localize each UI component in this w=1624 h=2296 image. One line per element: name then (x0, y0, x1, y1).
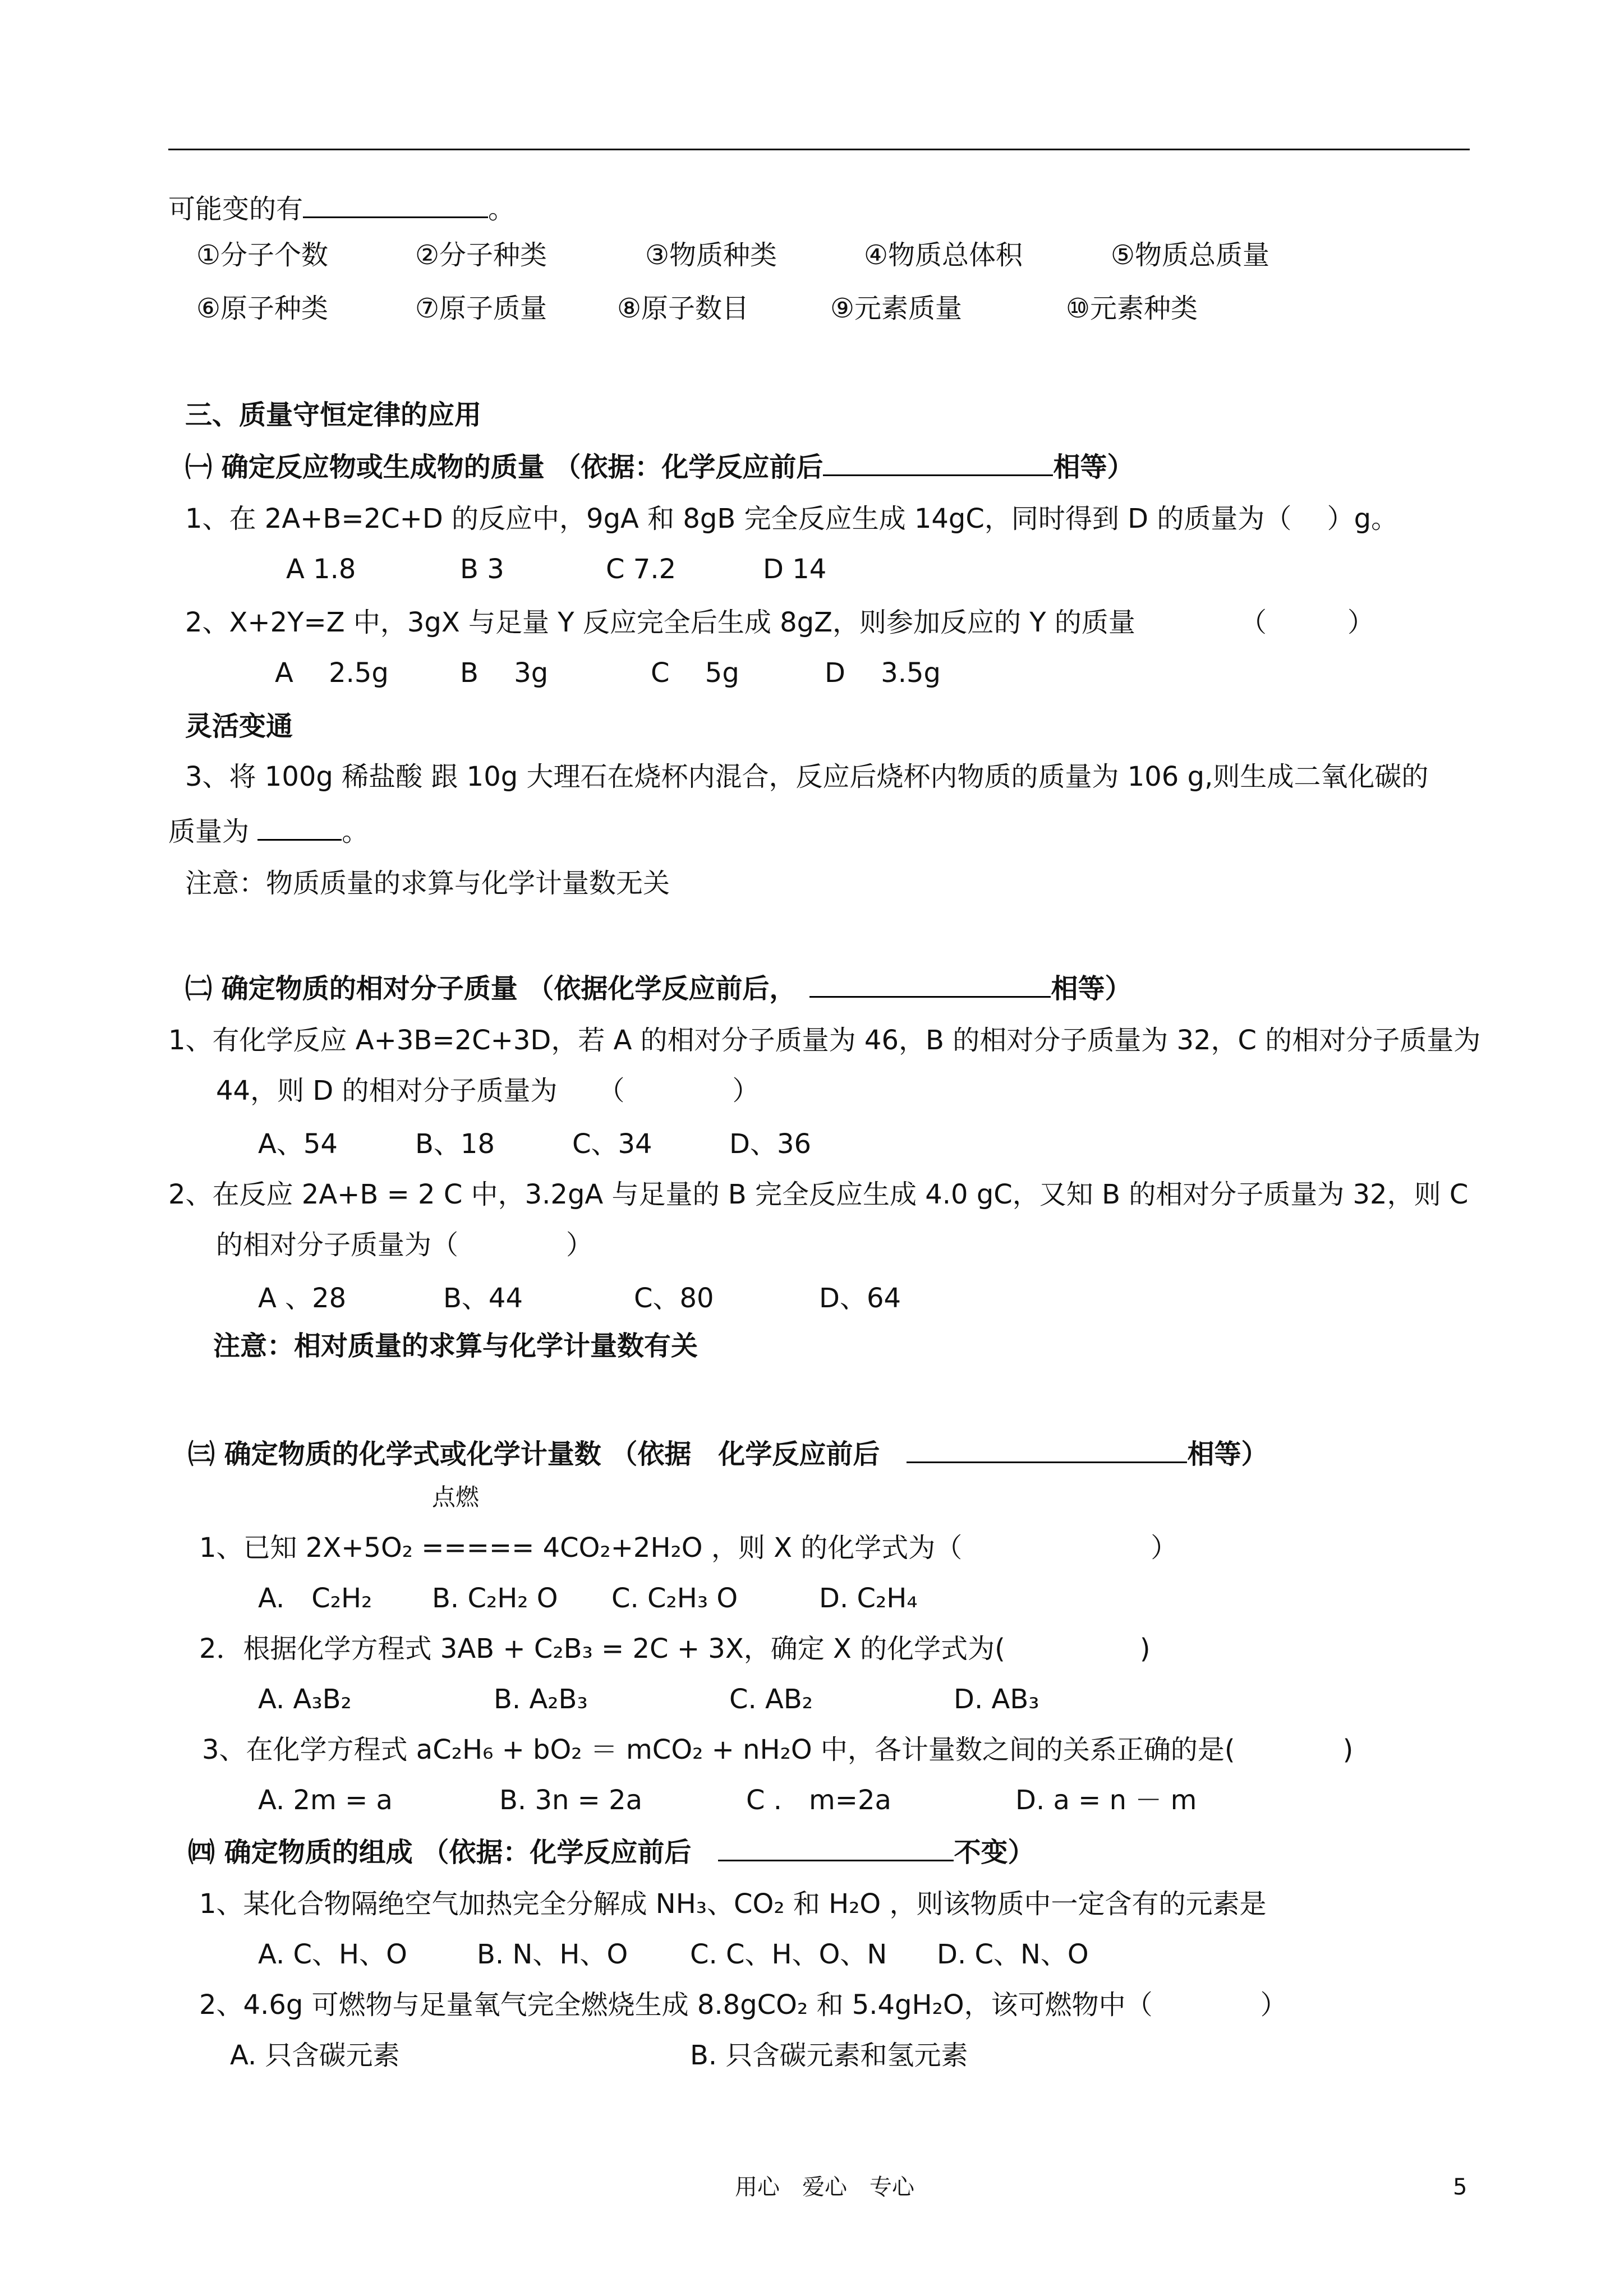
option: B 3 (460, 554, 504, 585)
footer-motto: 用心 爱心 专心 (735, 2174, 914, 2200)
option: ④物质总体积 (864, 239, 1023, 271)
answer-blank[interactable] (257, 813, 342, 841)
question-continued: 质量为 。 (168, 813, 369, 849)
subsection-title: 灵活变通 (185, 711, 293, 742)
option: B. C₂H₂ O (432, 1583, 558, 1614)
option: B. 3n = 2a (499, 1785, 643, 1816)
option: C 5g (651, 657, 739, 689)
option: C . m=2a (746, 1785, 891, 1816)
question-continued: 的相对分子质量为（ ） (216, 1229, 594, 1261)
section-title: 三、质量守恒定律的应用 (185, 399, 482, 431)
option: A. C、H、O (258, 1939, 407, 1970)
option: A. C₂H₂ (258, 1583, 372, 1614)
option: ⑩元素种类 (1066, 293, 1198, 324)
page-number: 5 (1453, 2174, 1467, 2200)
option: D、36 (729, 1128, 812, 1160)
option: B. N、H、O (477, 1939, 628, 1970)
option: ⑧原子数目 (617, 293, 749, 324)
option: A. 2m = a (258, 1785, 393, 1816)
question-continued: 44，则 D 的相对分子质量为 （ ） (216, 1075, 760, 1106)
question: 1、某化合物隔绝空气加热完全分解成 NH₃、CO₂ 和 H₂O ，则该物质中一定含有的元素是 (199, 1888, 1267, 1920)
option: B、44 (443, 1283, 523, 1314)
part-heading: ㈡ 确定物质的相对分子质量 （依据化学反应前后， 相等） (185, 970, 1131, 1006)
option: A. 只含碳元素 (230, 2040, 400, 2071)
question: 2、X+2Y=Z 中，3gX 与足量 Y 反应完全后生成 8gZ，则参加反应的 Y 的质量 (185, 607, 1135, 638)
option: ⑨元素质量 (830, 293, 963, 324)
option: B 3g (460, 657, 549, 689)
question: 3、将 100g 稀盐酸 跟 10g 大理石在烧杯内混合，反应后烧杯内物质的质量为 106 g,则生成二氧化碳的 (185, 761, 1429, 792)
option: A 2.5g (275, 657, 389, 689)
option: C 7.2 (606, 554, 677, 585)
option: D、64 (819, 1283, 901, 1314)
question: 2、4.6g 可燃物与足量氧气完全燃烧生成 8.8gCO₂ 和 5.4gH₂O，该可燃物中（ ） (199, 1989, 1287, 2021)
part-heading: ㈠ 确定反应物或生成物的质量 （依据：化学反应前后 相等） (185, 449, 1134, 484)
question: 3、在化学方程式 aC₂H₆ + bO₂ ＝ mCO₂ + nH₂O 中，各计量数之间的关系正确的是( ) (202, 1734, 1354, 1765)
answer-blank[interactable] (809, 970, 1051, 998)
part-heading: ㈣ 确定物质的组成 （依据：化学反应前后 不变） (188, 1834, 1034, 1869)
option: C、34 (572, 1128, 652, 1160)
question: 2、在反应 2A+B = 2 C 中，3.2gA 与足量的 B 完全反应生成 4.0 gC，又知 B 的相对分子质量为 32，则 C (168, 1179, 1469, 1210)
answer-blank[interactable] (823, 449, 1053, 476)
header-rule (168, 149, 1470, 150)
part-heading: ㈢ 确定物质的化学式或化学计量数 （依据 化学反应前后 相等） (188, 1436, 1268, 1471)
option: D 3.5g (825, 657, 941, 689)
option: D. C、N、O (937, 1939, 1089, 1970)
note: 注意：相对质量的求算与化学计量数有关 (213, 1330, 698, 1362)
question-stem: 可能变的有 。 (168, 191, 515, 226)
option: C. C₂H₃ O (611, 1583, 738, 1614)
option: D 14 (763, 554, 827, 585)
answer-paren[interactable]: （ ） (1240, 607, 1375, 638)
question: 2．根据化学方程式 3AB + C₂B₃ = 2C + 3X，确定 X 的化学式为( ) (199, 1633, 1151, 1665)
option: ②分子种类 (415, 239, 548, 271)
question: 1、有化学反应 A+3B=2C+3D，若 A 的相对分子质量为 46，B 的相对分子质量为 32，C 的相对分子质量为 (168, 1025, 1481, 1056)
option: ⑦原子质量 (415, 293, 548, 324)
option: D. a = n － m (1015, 1785, 1197, 1816)
option: C. AB₂ (729, 1684, 813, 1715)
note: 注意：物质质量的求算与化学计量数无关 (185, 868, 670, 899)
option: C. C、H、O、N (690, 1939, 887, 1970)
option: ③物质种类 (645, 239, 778, 271)
option: ⑤物质总质量 (1111, 239, 1270, 271)
option: A 1.8 (286, 554, 356, 585)
option: B. 只含碳元素和氢元素 (690, 2040, 968, 2071)
option: B、18 (415, 1128, 495, 1160)
answer-blank[interactable] (303, 191, 488, 218)
option: ①分子个数 (196, 239, 329, 271)
answer-blank[interactable] (718, 1834, 954, 1861)
option: ⑥原子种类 (196, 293, 329, 324)
option: A. A₃B₂ (258, 1684, 352, 1715)
option: B. A₂B₃ (494, 1684, 588, 1715)
question: 1、已知 2X+5O₂ ===== 4CO₂+2H₂O ，则 X 的化学式为（ ） (199, 1532, 1178, 1564)
answer-blank[interactable] (907, 1436, 1187, 1463)
question: 1、在 2A+B=2C+D 的反应中，9gA 和 8gB 完全反应生成 14gC，同时得到 D 的质量为（ ）g。 (185, 503, 1398, 534)
option: A、54 (258, 1128, 338, 1160)
option: C、80 (634, 1283, 714, 1314)
option: D. AB₃ (954, 1684, 1039, 1715)
reaction-condition: 点燃 (432, 1483, 480, 1511)
option: D. C₂H₄ (819, 1583, 918, 1614)
option: A 、28 (258, 1283, 347, 1314)
